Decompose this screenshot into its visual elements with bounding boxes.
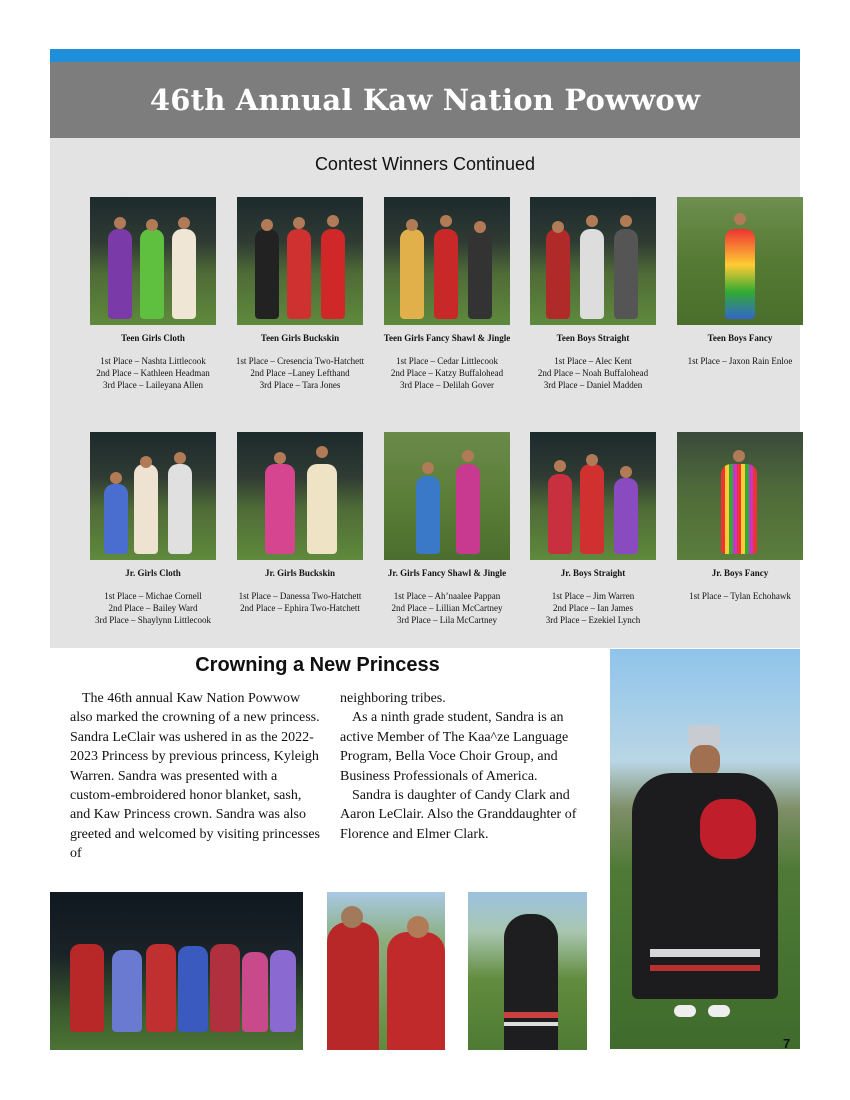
princesses-group-photo [50,892,303,1050]
top-accent-bar [50,49,800,62]
category-results [367,590,527,626]
contest-photo [237,197,363,325]
category-jr-girls-buckskin [220,432,380,614]
category-teen-girls-buckskin [220,197,380,391]
article-column-1 [70,689,322,864]
contest-winners-panel [50,138,800,648]
result-line: 2nd Place – Katzy Buffalohead [390,368,504,378]
result-line: 1st Place – Tylan Echohawk [689,591,791,601]
category-jr-boys-straight [513,432,673,626]
category-results [220,355,380,391]
category-name: Jr. Girls Buckskin [265,568,335,578]
category-name: Jr. Boys Straight [560,568,626,578]
category-teen-girls-cloth [73,197,233,391]
result-line: 2nd Place – Lillian McCartney [391,603,503,613]
result-line: 3rd Place – Ezekiel Lynch [545,615,641,625]
result-line: 1st Place – Ah’naalee Pappan [393,591,501,601]
contest-photo [677,197,803,325]
result-line: 3rd Place – Tara Jones [259,380,341,390]
princess-blanket-back-photo [468,892,587,1050]
result-line: 2nd Place –Laney Lefthand [250,368,350,378]
category-jr-girls-fancy-shawl-jingle [367,432,527,626]
category-name: Teen Boys Straight [556,333,630,343]
article-column-2 [340,689,590,844]
category-results [513,355,673,391]
contest-photo [384,197,510,325]
result-line: 2nd Place – Bailey Ward [108,603,198,613]
result-line: 3rd Place – Delilah Gover [400,380,494,390]
contest-photo [90,197,216,325]
result-line: 1st Place – Danessa Two-Hatchett [238,591,362,601]
category-name: Teen Boys Fancy [707,333,773,343]
result-line: 2nd Place – Ephira Two-Hatchett [240,603,360,613]
result-line: 1st Place – Jim Warren [551,591,635,601]
result-line: 2nd Place – Ian James [553,603,633,613]
contest-photo [530,432,656,560]
contest-section-title: Contest Winners Continued [314,154,536,174]
result-line: 3rd Place – Shaylynn Littlecook [95,615,211,625]
category-name: Teen Girls Buckskin [260,333,340,343]
contest-photo [530,197,656,325]
result-line: 1st Place – Michae Cornell [104,591,202,601]
category-results [660,355,820,367]
princess-portrait-photo [610,649,800,1049]
category-results [220,590,380,614]
category-jr-girls-cloth [73,432,233,626]
result-line: 2nd Place – Kathleen Headman [96,368,210,378]
category-jr-boys-fancy [660,432,820,602]
category-results [367,355,527,391]
article-paragraph: The 46th annual Kaw Nation Powwow also marked the crowning of a new princess. Sandra LeClair was ushered in as the 2022-2023 Princess by previous princess, Kyleigh Warren. Sandra was presented with a custom-embroidered honor blanket, sash, and Kaw Princess crown. Sandra was also greeted and welcomed by visiting princesses of [70,691,320,862]
category-results [660,590,820,602]
category-name: Jr. Boys Fancy [711,568,769,578]
contest-photo [677,432,803,560]
contest-photo [237,432,363,560]
result-line: 3rd Place – Lila McCartney [397,615,497,625]
contest-photo [384,432,510,560]
page-number: 7 [783,1036,791,1051]
article-paragraph: neighboring tribes. [340,691,446,706]
page-title: 46th Annual Kaw Nation Powwow [149,83,701,117]
result-line: 1st Place – Cedar Littlecook [396,356,498,366]
article-title: Crowning a New Princess [195,654,440,676]
category-teen-boys-straight [513,197,673,391]
result-line: 1st Place – Alec Kent [554,356,632,366]
category-teen-boys-fancy [660,197,820,367]
article-paragraph: Sandra is daughter of Candy Clark and Aaron LeClair. Also the Granddaughter of Florence and Elmer Clark. [340,788,577,842]
contest-photo [90,432,216,560]
category-results [513,590,673,626]
result-line: 2nd Place – Noah Buffalohead [537,368,649,378]
category-name: Jr. Girls Fancy Shawl & Jingle [387,568,507,578]
category-teen-girls-fancy-shawl-jingle [367,197,527,391]
category-results [73,355,233,391]
article-paragraph: As a ninth grade student, Sandra is an active Member of The Kaa^ze Language Program, Bella Voce Choir Group, and Business Professionals of America. [340,710,569,784]
result-line: 1st Place – Cresencia Two-Hatchett [235,356,365,366]
category-results [73,590,233,626]
crowning-moment-photo [327,892,445,1050]
header-banner [50,62,800,138]
category-name: Teen Girls Fancy Shawl & Jingle [383,333,511,343]
result-line: 1st Place – Nashta Littlecook [100,356,206,366]
category-name: Teen Girls Cloth [121,333,185,343]
category-name: Jr. Girls Cloth [125,568,181,578]
result-line: 1st Place – Jaxon Rain Enloe [687,356,793,366]
result-line: 3rd Place – Daniel Madden [543,380,643,390]
result-line: 3rd Place – Laileyana Allen [103,380,203,390]
